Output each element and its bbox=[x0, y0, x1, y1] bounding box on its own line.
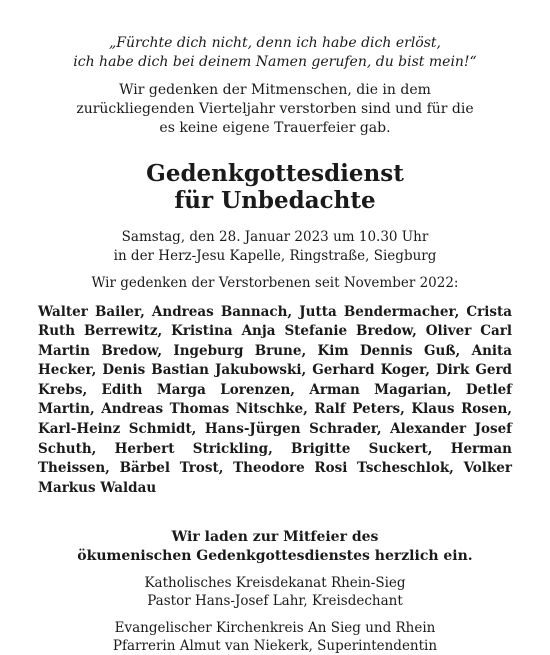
bible-quote bbox=[38, 34, 512, 72]
service-title bbox=[38, 160, 512, 214]
deceased-names-list: Walter Bailer, Andreas Bannach, Jutta Bendermacher, Crista Ruth Berrewitz, Kristina Anja Stefanie Bredow, Oliver Carl Martin Bredow, Ingeburg Brune, Kim Dennis Guß, Anita Hecker, Denis Bastian Jakubowski, Gerhard Koger, Dirk Gerd Krebs, Edith Marga Lorenzen, Arman Magarian, Detlef Martin, Andreas Thomas Nitschke, Ralf Peters, Klaus Rosen, Karl-Heinz Schmidt, Hans-Jürgen Schrader, Alexander Josef Schuth, Herbert Strickling, Brigitte Suckert, Herman Theissen, Bärbel Trost, Theodore Rosi Tscheschlok, Volker Markus Waldau bbox=[38, 303, 512, 496]
protestant-line-2: Pfarrerin Almut van Niekerk, Superintendentin bbox=[112, 637, 438, 654]
intro-line-3: es keine eigene Trauerfeier gab. bbox=[159, 120, 391, 136]
title-line-2: für Unbedachte bbox=[174, 187, 376, 214]
since-text: Wir gedenken der Verstorbenen seit November 2022: bbox=[91, 275, 459, 291]
intro-line-1: Wir gedenken der Mitmenschen, die in dem bbox=[119, 82, 431, 98]
event-location: in der Herz-Jesu Kapelle, Ringstraße, Siegburg bbox=[113, 247, 437, 264]
catholic-signature bbox=[38, 575, 512, 610]
invite-line-2: ökumenischen Gedenkgottesdienstes herzlich ein. bbox=[77, 548, 473, 565]
protestant-line-1: Evangelischer Kirchenkreis An Sieg und Rhein bbox=[114, 620, 436, 637]
title-line-1: Gedenkgottesdienst bbox=[146, 160, 404, 187]
catholic-line-2: Pastor Hans-Josef Lahr, Kreisdechant bbox=[147, 592, 403, 609]
quote-line-2: ich habe dich bei deinem Namen gerufen, du bist mein!“ bbox=[73, 54, 477, 70]
intro-text bbox=[38, 81, 512, 138]
event-date-time: Samstag, den 28. Januar 2023 um 10.30 Uhr bbox=[121, 229, 429, 245]
invite-line-1: Wir laden zur Mitfeier des bbox=[171, 529, 379, 546]
intro-line-2: zurückliegenden Vierteljahr verstorben sind und für die bbox=[76, 101, 474, 117]
catholic-line-1: Katholisches Kreisdekanat Rhein-Sieg bbox=[144, 575, 406, 592]
quote-line-1: „Fürchte dich nicht, denn ich habe dich erlöst, bbox=[109, 35, 441, 51]
event-details bbox=[38, 228, 512, 265]
invitation bbox=[38, 528, 512, 566]
